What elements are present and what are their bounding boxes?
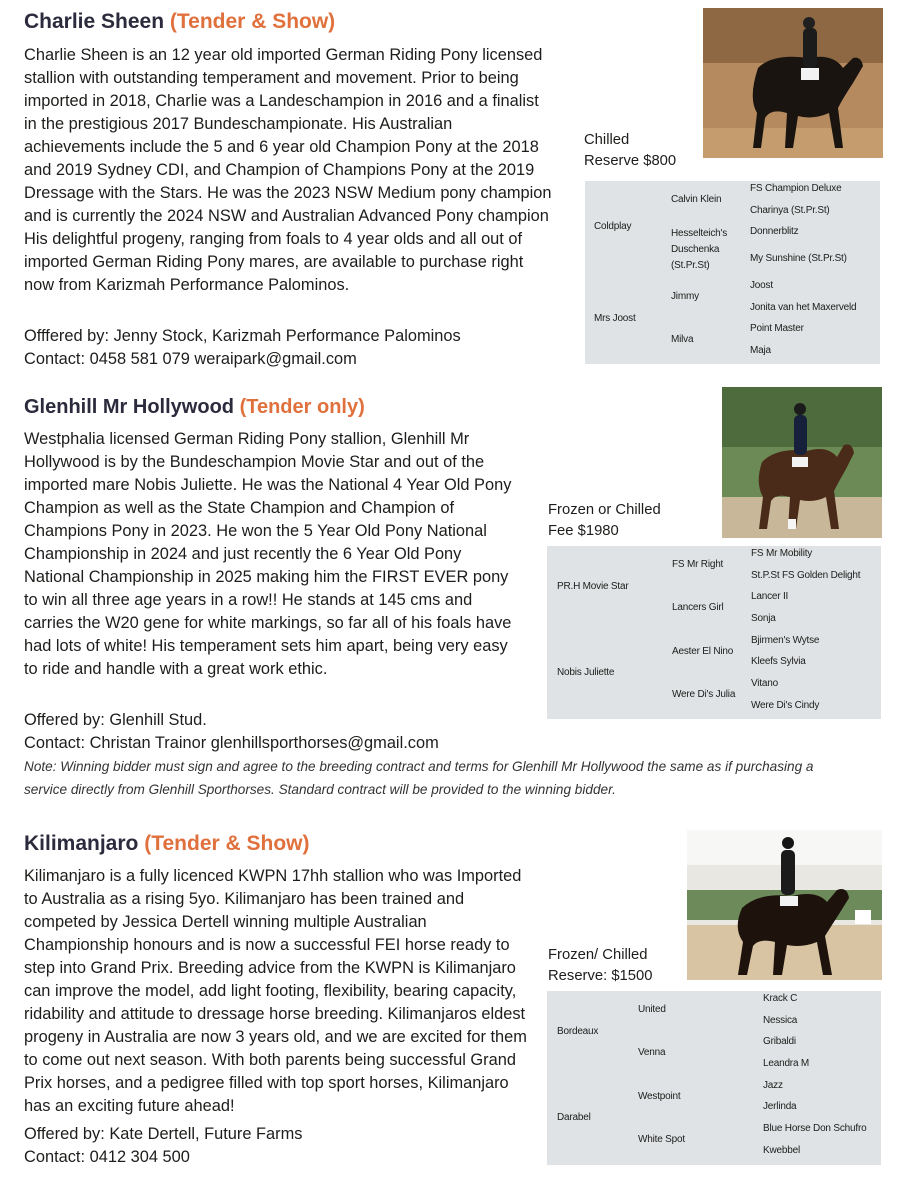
stallion-title <box>24 396 365 419</box>
contact-details: Contact: 0458 581 079 weraipark@gmail.com <box>24 350 357 368</box>
contact-details: Contact: 0412 304 500 <box>24 1148 190 1166</box>
pedigree-great-grandparent: Maja <box>750 345 771 356</box>
pedigree-grandparent: Aester El Nino <box>672 646 734 657</box>
pedigree-table <box>547 991 881 1165</box>
pedigree-great-grandparent: My Sunshine (St.Pr.St) <box>750 253 847 264</box>
pedigree-grandparent: Jimmy <box>671 291 699 302</box>
fee-type: Chilled <box>584 132 630 148</box>
pedigree-table <box>547 546 881 719</box>
pedigree-great-grandparent: Point Master <box>750 323 804 334</box>
pedigree-grandparent: White Spot <box>638 1134 685 1145</box>
stallion-photo <box>722 387 882 538</box>
pedigree-great-grandparent: Jazz <box>763 1080 783 1091</box>
offered-by: Offered by: Kate Dertell, Future Farms <box>24 1125 303 1143</box>
pedigree-dam: Darabel <box>557 1112 591 1123</box>
pedigree-great-grandparent: St.P.St FS Golden Delight <box>751 570 861 581</box>
pedigree-grandparent: United <box>638 1004 666 1015</box>
pedigree-great-grandparent: Sonja <box>751 613 776 624</box>
pedigree-great-grandparent: Joost <box>750 280 773 291</box>
contract-note: Note: Winning bidder must sign and agree to the breeding contract and terms for Glenhill Mr Hollywood the same as if purchasing a service directly from Glenhill Sporthorses. Standard contract will be provided to the winning bidder. <box>24 759 814 797</box>
pedigree-grandparent: Milva <box>671 334 694 345</box>
pedigree-great-grandparent: Charinya (St.Pr.St) <box>750 205 830 216</box>
pedigree-dam: Nobis Juliette <box>557 667 615 678</box>
pedigree-table <box>585 181 880 364</box>
pedigree-great-grandparent: Jonita van het Maxerveld <box>750 302 857 313</box>
fee-info <box>548 500 661 542</box>
pedigree-grandparent: Hesselteich's Duschenka (St.Pr.St) <box>671 228 727 271</box>
stallion-title <box>24 832 310 856</box>
stallion-name: Charlie Sheen <box>24 10 165 33</box>
contact-details: Contact: Christan Trainor glenhillsporthorses@gmail.com <box>24 734 439 752</box>
stallion-description <box>24 428 520 681</box>
fee-info <box>548 945 652 987</box>
stallion-description <box>24 865 534 1118</box>
stallion-photo <box>703 8 883 158</box>
pedigree-grandparent: Venna <box>638 1047 666 1058</box>
pedigree-great-grandparent: FS Mr Mobility <box>751 548 813 559</box>
offered-by: Offfered by: Jenny Stock, Karizmah Performance Palominos <box>24 327 461 345</box>
pedigree-great-grandparent: Kleefs Sylvia <box>751 656 806 667</box>
pedigree-grandparent: Lancers Girl <box>672 602 724 613</box>
fee-type: Frozen or Chilled <box>548 502 661 518</box>
pedigree-sire: Coldplay <box>594 221 632 232</box>
fee-amount: Reserve $800 <box>584 153 677 169</box>
pedigree-great-grandparent: Krack C <box>763 993 798 1004</box>
pedigree-sire: Bordeaux <box>557 1026 599 1037</box>
pedigree-great-grandparent: Blue Horse Don Schufro <box>763 1123 867 1134</box>
fee-info <box>584 130 676 172</box>
description-text: Kilimanjaro is a fully licenced KWPN 17hh stallion who was Imported to Australia as a rising 5yo. Kilimanjaro has been trained and competed by Jessica Dertell winning multiple Australian Championship honours and is now a successful FEI horse ready to step into Grand Prix. Breeding advice from the KWPN is Kilimanjaro can improve the model, add light footing, flexibility, bearing capacity, ridability and attitude to dressage horse breeding. Kilimanjaros eldest progeny in Australia are now 3 years old, and we are excited for them to come out next season. With both parents being successful Grand Prix horses, and a pedigree filled with top sport horses, Kilimanjaro has an exciting future ahead! <box>24 867 527 1115</box>
pedigree-grandparent: Westpoint <box>638 1091 681 1102</box>
pedigree-sire: PR.H Movie Star <box>557 581 629 592</box>
pedigree-great-grandparent: Gribaldi <box>763 1036 796 1047</box>
pedigree-grandparent: Were Di's Julia <box>672 689 736 700</box>
pedigree-great-grandparent: Jerlinda <box>763 1101 797 1112</box>
stallion-name: Glenhill Mr Hollywood <box>24 396 234 418</box>
pedigree-great-grandparent: Donnerblitz <box>750 226 799 237</box>
offered-by: Offered by: Glenhill Stud. <box>24 711 207 729</box>
pedigree-great-grandparent: Vitano <box>751 678 778 689</box>
pedigree-great-grandparent: Nessica <box>763 1015 798 1026</box>
pedigree-great-grandparent: Kwebbel <box>763 1145 800 1156</box>
pedigree-great-grandparent: Were Di's Cindy <box>751 700 820 711</box>
pedigree-dam: Mrs Joost <box>594 313 636 324</box>
description-text: Westphalia licensed German Riding Pony stallion, Glenhill Mr Hollywood is by the Bundeschampion Movie Star and out of the imported mare Nobis Juliette. He was the National 4 Year Old Pony Champion as well as the State Champion and Champion of Champions Pony in 2023. He won the 5 Year Old Pony National Championship in 2024 and just recently the 6 Year Old Pony National Championship in 2025 making him the FIRST EVER pony to win all three age years in a row!! He stands at 145 cms and carries the W20 gene for white markings, so far all of his foals have had lots of white! His temperament sets him apart, being very easy to ride and handle with a great work ethic. <box>24 430 512 678</box>
pedigree-great-grandparent: Leandra M <box>763 1058 810 1069</box>
fee-type: Frozen/ Chilled <box>548 947 648 963</box>
sale-type-tag: (Tender only) <box>239 396 365 418</box>
fee-amount: Reserve: $1500 <box>548 968 653 984</box>
sale-type-tag: (Tender & Show) <box>144 832 310 855</box>
stallion-name: Kilimanjaro <box>24 832 139 855</box>
stallion-title <box>24 10 335 34</box>
description-text: Charlie Sheen is an 12 year old imported German Riding Pony licensed stallion with outstanding temperament and movement. Prior to being imported in 2018, Charlie was a Landeschampion in 2016 and a finalist in the prestigious 2017 Bundeschampionate. His Australian achievements include the 5 and 6 year old Champion Pony at the 2018 and 2019 Sydney CDI, and Champion of Champions Pony at the 2019 Dressage with the Stars. He was the 2023 NSW Medium pony champion and is currently the 2024 NSW and Australian Advanced Pony champion His delightful progeny, ranging from foals to 4 year olds and all out of imported German Riding Pony mares, are available to purchase right now from Karizmah Performance Palominos. <box>24 46 552 294</box>
pedigree-great-grandparent: Lancer II <box>751 591 789 602</box>
pedigree-grandparent: FS Mr Right <box>672 559 724 570</box>
pedigree-grandparent: Calvin Klein <box>671 194 722 205</box>
pedigree-great-grandparent: Bjirmen's Wytse <box>751 635 820 646</box>
fee-amount: Fee $1980 <box>548 523 619 539</box>
stallion-photo <box>687 830 882 980</box>
pedigree-great-grandparent: FS Champion Deluxe <box>750 183 842 194</box>
sale-type-tag: (Tender & Show) <box>169 10 336 33</box>
stallion-description <box>24 44 554 297</box>
